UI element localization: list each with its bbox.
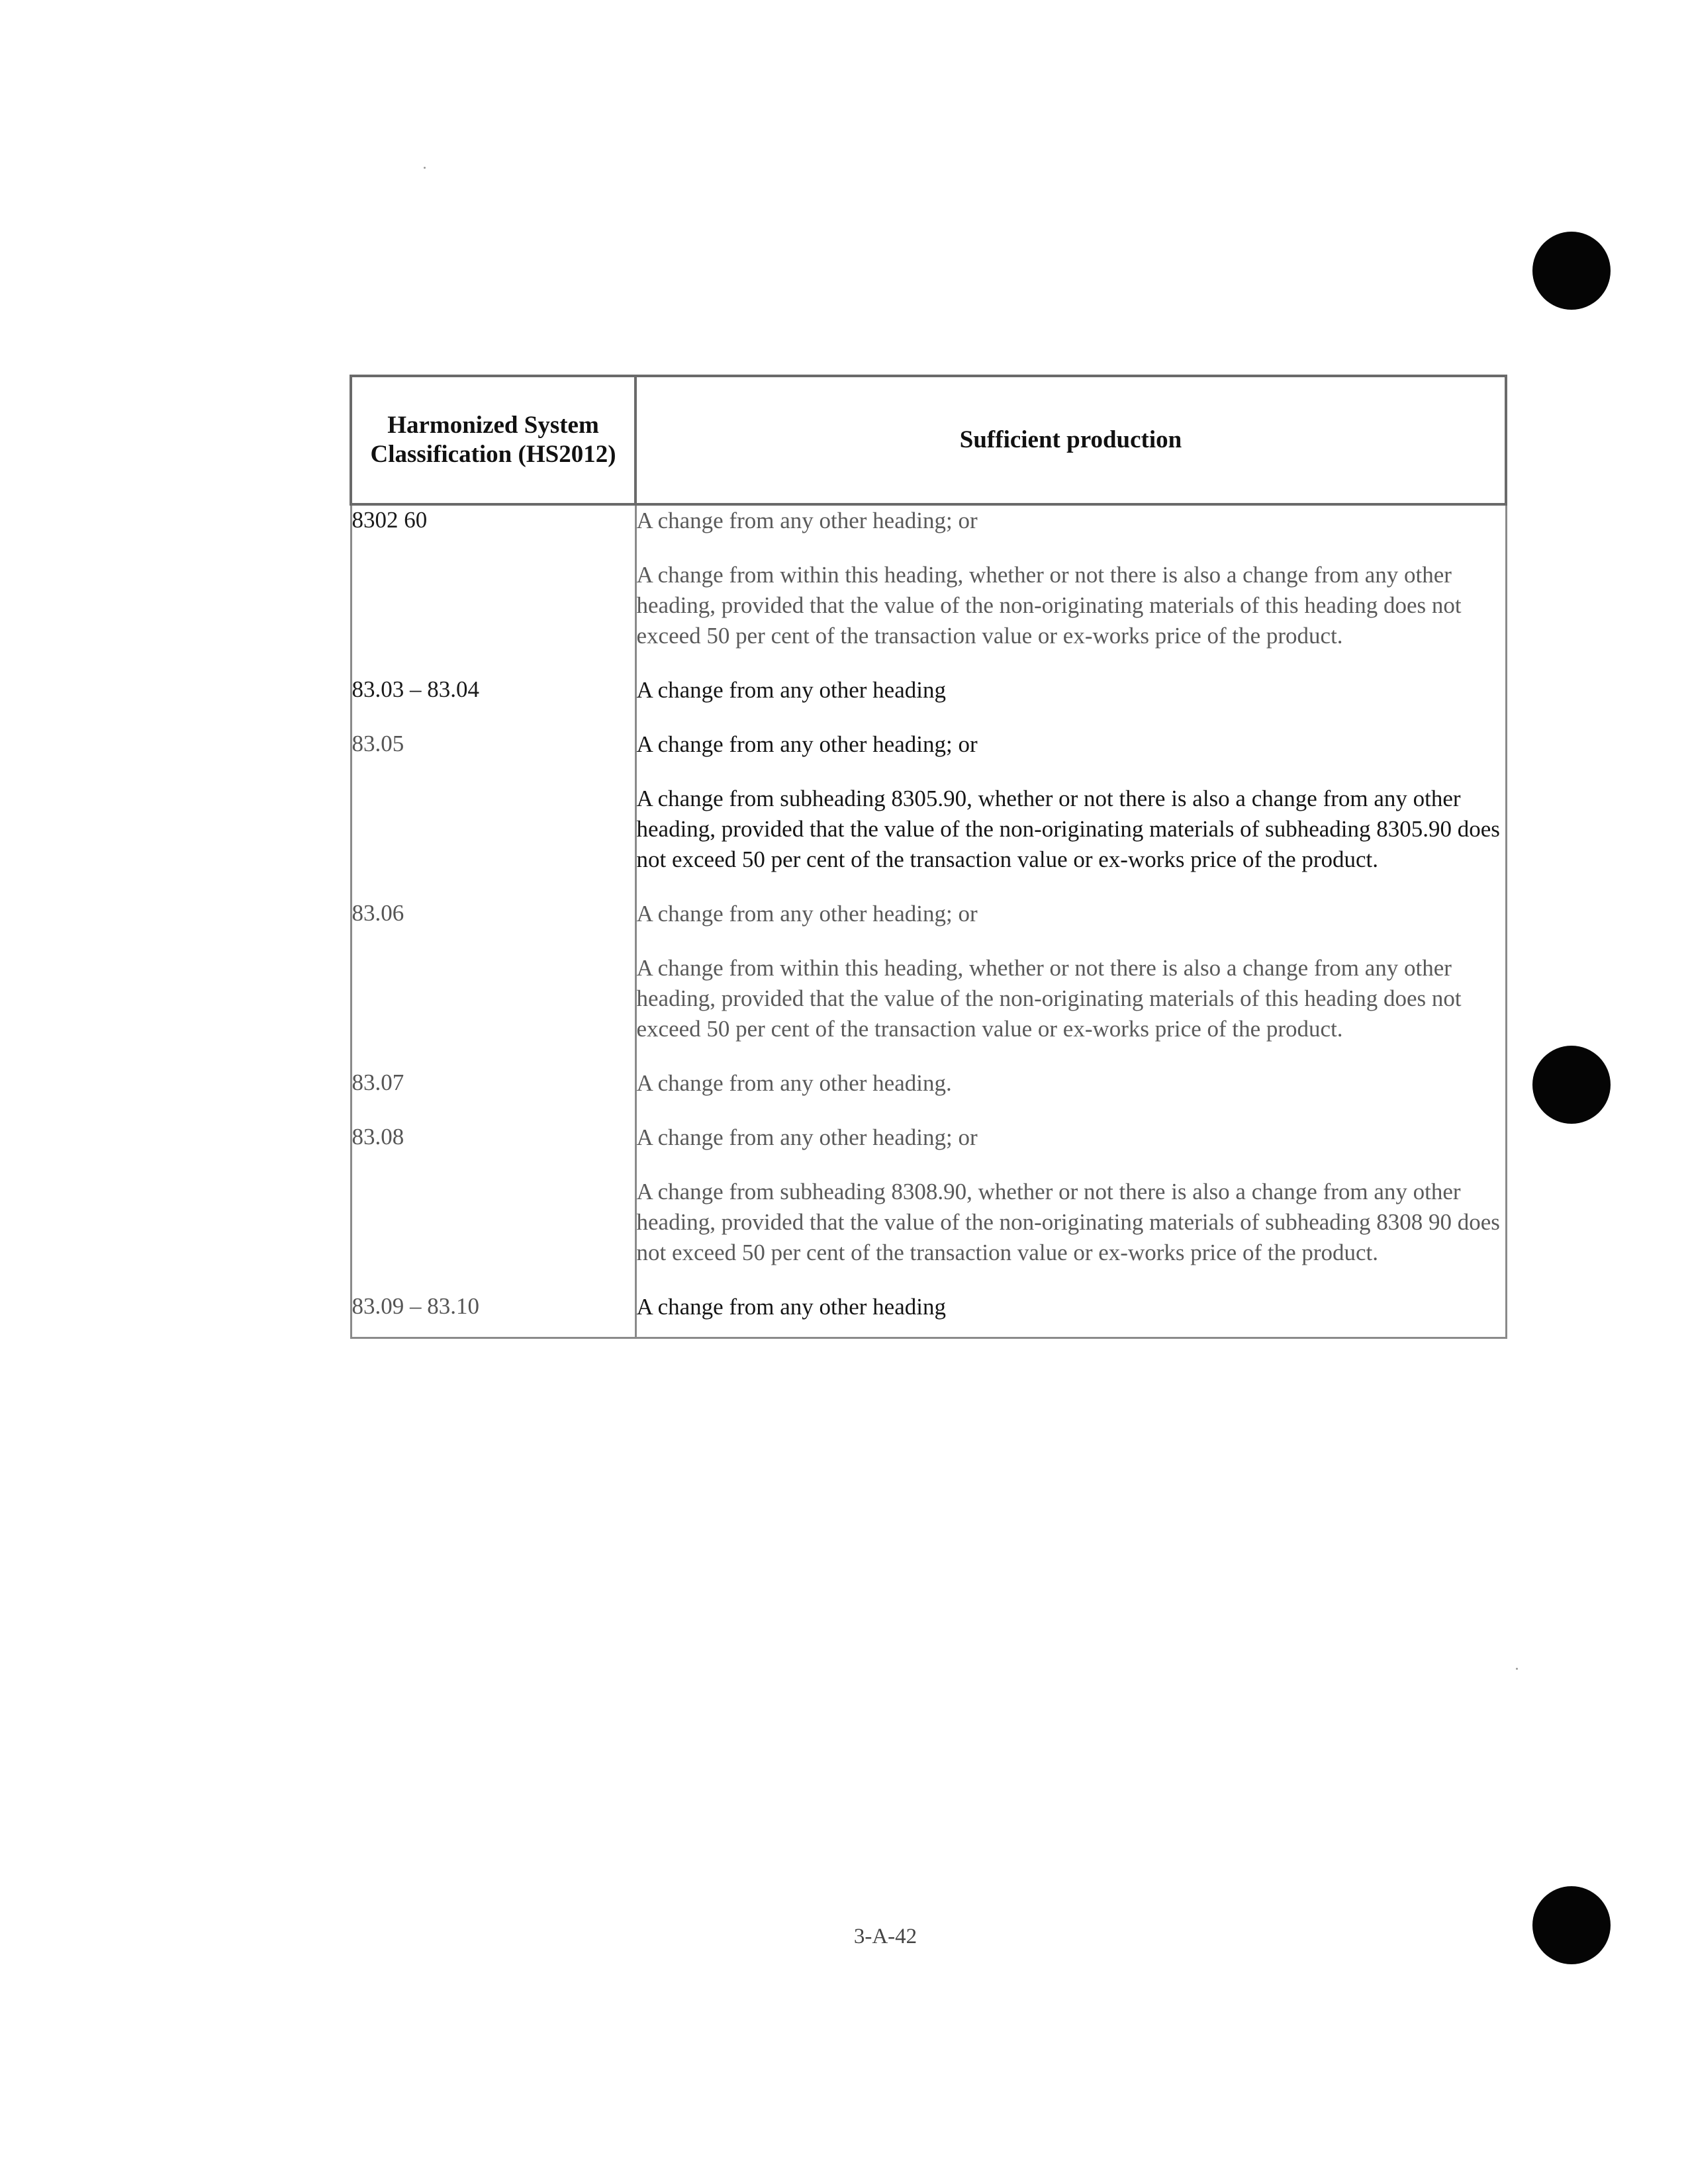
rule-text: A change from subheading 8305.90, whether or not there is also a change from any other heading, provided that the value of the non-originating materials of subheading 8305.90 does not exceed 50 per cent of the transaction value or ex-works price of the product.	[636, 786, 1500, 872]
rule-cell	[635, 1068, 1506, 1122]
rule-text: A change from any other heading	[636, 1294, 946, 1320]
rule-cell	[635, 729, 1506, 899]
table-header-row	[351, 376, 1506, 504]
page-number: 3-A-42	[853, 1925, 917, 1948]
rule-text: A change from any other heading.	[636, 1070, 952, 1096]
rules-of-origin-table	[350, 375, 1507, 1339]
rule-text: A change from any other heading; or	[636, 1124, 978, 1150]
table-row	[351, 1068, 1506, 1122]
rule-text: A change from any other heading; or	[636, 731, 978, 757]
rule-text: A change from within this heading, whether or not there is also a change from any other heading, provided that the value of the non-originating materials of this heading does not exceed 50 per cent of the transaction value or ex-works price of the product.	[636, 955, 1462, 1042]
hs-code-cell: 83.07	[351, 1068, 635, 1122]
table-row	[351, 1292, 1506, 1338]
rule-cell	[635, 1122, 1506, 1292]
hs-code-cell: 8302 60	[351, 504, 635, 675]
punch-hole-middle	[1532, 1046, 1611, 1124]
rule-cell	[635, 899, 1506, 1068]
punch-hole-top	[1532, 232, 1611, 310]
hs-code-cell: 83.09 – 83.10	[351, 1292, 635, 1338]
table-row	[351, 1122, 1506, 1292]
hs-code-cell: 83.06	[351, 899, 635, 1068]
rule-text: A change from any other heading; or	[636, 901, 978, 927]
rule-text: A change from subheading 8308.90, whether or not there is also a change from any other heading, provided that the value of the non-originating materials of subheading 8308 90 does not exceed 50 per cent of the transaction value or ex-works price of the product.	[636, 1179, 1500, 1265]
hs-code-cell: 83.05	[351, 729, 635, 899]
table-row	[351, 504, 1506, 675]
table-row	[351, 899, 1506, 1068]
table-row	[351, 729, 1506, 899]
rule-text: A change from any other heading; or	[636, 508, 978, 533]
hs-code-cell: 83.03 – 83.04	[351, 675, 635, 729]
table-body	[351, 504, 1506, 1338]
rule-cell	[635, 504, 1506, 675]
hs-code-cell: 83.08	[351, 1122, 635, 1292]
rule-text: A change from within this heading, whether or not there is also a change from any other heading, provided that the value of the non-originating materials of this heading does not exceed 50 per cent of the transaction value or ex-works price of the product.	[636, 562, 1462, 649]
rule-text: A change from any other heading	[636, 677, 946, 703]
rule-cell	[635, 675, 1506, 729]
scan-speck	[1516, 1668, 1518, 1670]
scan-speck	[424, 167, 426, 169]
rule-cell	[635, 1292, 1506, 1338]
header-sufficient-production: Sufficient production	[635, 376, 1506, 504]
header-hs-classification: Harmonized System Classification (HS2012)	[351, 376, 635, 504]
table-row	[351, 675, 1506, 729]
